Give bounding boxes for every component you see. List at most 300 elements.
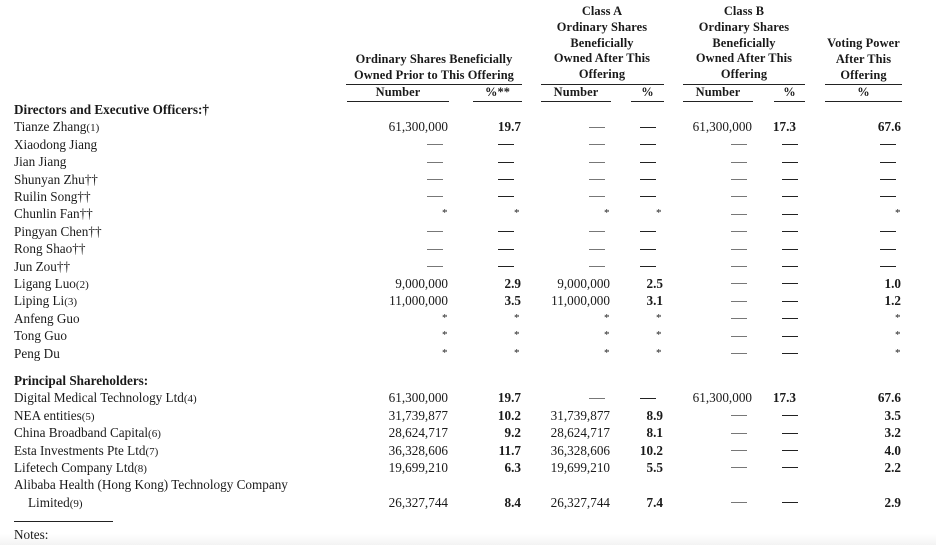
holder-name-text: Lifetech Company Ltd — [14, 460, 135, 475]
footnote-ref: (6) — [148, 428, 161, 441]
prior-pct-cell: 19.7 — [497, 119, 521, 135]
class-a-pct-cell-dash — [640, 389, 656, 406]
class-a-number-cell-dash — [589, 258, 605, 275]
prior-pct-cell: 9.2 — [504, 425, 521, 441]
class-a-pct-cell: 2.5 — [646, 276, 663, 291]
em-dash-icon — [782, 179, 798, 180]
holder-name-text: Esta Investments Pte Ltd — [14, 442, 146, 458]
em-dash-icon — [782, 415, 798, 416]
table-row — [0, 327, 936, 344]
class-a-number-cell-dash — [589, 223, 605, 240]
header-prior-line2: Owned Prior to This Offering — [354, 67, 514, 82]
voting-pct-cell: 2.2 — [884, 460, 901, 475]
footnote-ref: (7) — [145, 445, 159, 458]
em-dash-icon — [640, 162, 656, 163]
table-row — [0, 345, 936, 362]
prior-pct-cell-dash — [498, 223, 514, 240]
em-dash-icon — [427, 144, 443, 145]
class-b-number-cell-dash — [731, 171, 747, 188]
table-row — [0, 240, 936, 257]
page-bottom-shade — [0, 534, 936, 545]
class-a-pct-cell-dash — [640, 240, 656, 257]
class-b-pct-cell-dash — [782, 494, 798, 511]
class-b-pct-cell-dash — [782, 153, 798, 170]
em-dash-icon — [731, 301, 747, 302]
prior-pct-cell-dash — [498, 258, 514, 275]
em-dash-icon — [731, 266, 747, 267]
prior-pct-cell-dash — [498, 240, 514, 257]
em-dash-icon — [498, 249, 514, 250]
prior-number-cell: 31,739,877 — [388, 407, 448, 423]
header-class-a-line1: Class A — [581, 4, 623, 18]
holder-name-text: Ligang Luo — [14, 276, 76, 291]
em-dash-icon — [589, 266, 605, 267]
prior-pct-cell: 3.5 — [504, 293, 521, 309]
header-class-b-line2: Ordinary Shares — [698, 19, 790, 34]
footnote-ref: (8) — [134, 463, 147, 475]
em-dash-icon — [880, 196, 896, 197]
em-dash-icon — [589, 179, 605, 180]
holder-name-text: Peng Du — [14, 345, 60, 361]
table-row — [0, 442, 936, 459]
subheader-class-b-number: Number — [695, 85, 741, 99]
prior-pct-cell-asterisk: * — [514, 346, 520, 359]
em-dash-icon — [640, 127, 656, 128]
section-title: Directors and Executive Officers:† — [14, 102, 209, 117]
holder-name-text: Xiaodong Jiang — [14, 136, 98, 152]
em-dash-icon — [782, 467, 798, 468]
em-dash-icon — [427, 249, 443, 250]
class-b-pct-cell-dash — [782, 240, 798, 257]
em-dash-icon — [498, 266, 514, 267]
prior-number-cell: 36,328,606 — [388, 442, 448, 458]
em-dash-icon — [589, 127, 605, 128]
voting-pct-cell-dash — [880, 171, 896, 188]
class-a-number-cell: 36,328,606 — [550, 442, 610, 458]
class-b-number-cell-dash — [731, 459, 747, 476]
table-row — [0, 459, 936, 476]
em-dash-icon — [731, 214, 747, 215]
table-row — [0, 407, 936, 424]
table-row — [0, 258, 936, 275]
em-dash-icon — [427, 196, 443, 197]
class-a-number-cell-dash — [589, 136, 605, 153]
header-class-a-line5: Offering — [578, 67, 626, 82]
em-dash-icon — [731, 283, 747, 284]
em-dash-icon — [498, 231, 514, 232]
voting-pct-cell-dash — [880, 223, 896, 240]
em-dash-icon — [427, 266, 443, 267]
class-a-number-cell-asterisk: * — [604, 207, 610, 220]
em-dash-icon — [640, 144, 656, 145]
class-a-pct-cell-asterisk: * — [656, 207, 662, 220]
em-dash-icon — [640, 398, 656, 399]
class-b-number-cell-dash — [731, 275, 747, 292]
class-a-number-cell-asterisk: * — [604, 329, 610, 342]
footnote-divider — [14, 521, 113, 522]
class-a-number-cell-dash — [589, 171, 605, 188]
table-row — [0, 136, 936, 153]
class-b-pct-cell-dash — [782, 407, 798, 424]
em-dash-icon — [782, 353, 798, 354]
em-dash-icon — [589, 144, 605, 145]
header-prior-line1: Ordinary Shares Beneficially — [355, 52, 513, 66]
class-a-number-cell-dash — [589, 118, 605, 135]
prior-pct-cell-dash — [498, 171, 514, 188]
prior-number-cell-dash — [427, 188, 443, 205]
subheader-class-b-pct: % — [783, 85, 796, 99]
holder-name — [14, 476, 288, 493]
holder-name-text: NEA entities — [14, 407, 82, 423]
em-dash-icon — [589, 162, 605, 163]
holder-name — [14, 153, 66, 170]
class-b-number-cell-dash — [731, 153, 747, 170]
class-a-number-cell: 9,000,000 — [557, 276, 610, 291]
holder-name-text: Liping Li — [14, 293, 65, 309]
class-a-number-cell: 11,000,000 — [551, 293, 610, 309]
class-b-number-cell: 61,300,000 — [692, 390, 752, 406]
voting-pct-cell: 67.6 — [877, 119, 901, 135]
class-a-pct-cell-dash — [640, 258, 656, 275]
voting-pct-cell-dash — [880, 258, 896, 275]
class-a-number-cell-asterisk: * — [604, 346, 610, 359]
em-dash-icon — [782, 196, 798, 197]
table-row — [0, 389, 936, 406]
class-b-number-cell: 61,300,000 — [692, 119, 752, 135]
class-a-pct-cell: 3.1 — [646, 293, 663, 309]
em-dash-icon — [731, 502, 747, 503]
em-dash-icon — [880, 144, 896, 145]
holder-name-text: Chunlin Fan†† — [14, 206, 93, 222]
class-a-pct-cell: 8.1 — [646, 425, 663, 441]
em-dash-icon — [640, 249, 656, 250]
em-dash-icon — [589, 231, 605, 232]
em-dash-icon — [731, 415, 747, 416]
table-row — [0, 275, 936, 292]
subheader-voting-pct: % — [857, 85, 870, 99]
subheader-prior-number: Number — [375, 85, 421, 99]
table-row — [0, 171, 936, 188]
class-b-number-cell-dash — [731, 407, 747, 424]
em-dash-icon — [640, 179, 656, 180]
table-row — [0, 476, 936, 510]
header-class-b-group — [683, 4, 805, 83]
em-dash-icon — [782, 283, 798, 284]
prior-number-cell: 19,699,210 — [388, 460, 448, 475]
class-a-pct-cell-asterisk: * — [656, 346, 662, 359]
class-b-pct-cell-dash — [782, 136, 798, 153]
holder-name — [14, 345, 60, 362]
class-b-number-cell-dash — [731, 345, 747, 362]
table-row — [0, 424, 936, 441]
header-class-b-line5: Offering — [720, 67, 768, 82]
section-heading — [0, 372, 936, 389]
holder-name-text: China Broadband Capital — [14, 425, 149, 441]
prior-number-cell-asterisk: * — [442, 329, 448, 342]
table-row — [0, 188, 936, 205]
class-a-pct-cell: 5.5 — [646, 460, 663, 475]
holder-name-text: Tianze Zhang — [14, 119, 87, 135]
prior-number-cell: 28,624,717 — [388, 425, 448, 441]
class-a-number-cell-dash — [589, 188, 605, 205]
voting-pct-cell: 4.0 — [884, 442, 901, 458]
voting-pct-cell-dash — [880, 188, 896, 205]
class-b-number-cell-dash — [731, 223, 747, 240]
prior-number-cell-asterisk: * — [442, 207, 448, 220]
class-b-pct-cell-dash — [782, 275, 798, 292]
class-b-number-cell-dash — [731, 494, 747, 511]
class-b-number-cell-dash — [731, 240, 747, 257]
class-b-number-cell-dash — [731, 258, 747, 275]
class-a-number-cell-dash — [589, 389, 605, 406]
class-a-pct-cell-dash — [640, 171, 656, 188]
em-dash-icon — [427, 231, 443, 232]
class-b-pct-cell-dash — [782, 205, 798, 222]
em-dash-icon — [731, 196, 747, 197]
prior-number-cell-asterisk: * — [442, 346, 448, 359]
header-class-b-line1: Class B — [723, 4, 765, 18]
voting-pct-cell: 1.0 — [884, 276, 901, 291]
class-b-number-cell-dash — [731, 136, 747, 153]
class-b-pct-cell-dash — [782, 292, 798, 309]
voting-pct-cell-dash — [880, 240, 896, 257]
holder-name-text: Digital Medical Technology Ltd — [14, 390, 184, 406]
em-dash-icon — [498, 179, 514, 180]
prior-number-cell-dash — [427, 153, 443, 170]
holder-name — [14, 188, 91, 205]
class-b-pct-cell-dash — [782, 345, 798, 362]
em-dash-icon — [782, 231, 798, 232]
em-dash-icon — [589, 398, 605, 399]
em-dash-icon — [640, 266, 656, 267]
class-a-pct-cell-dash — [640, 136, 656, 153]
em-dash-icon — [498, 196, 514, 197]
table-row — [0, 223, 936, 240]
em-dash-icon — [731, 318, 747, 319]
em-dash-icon — [782, 214, 798, 215]
notes-label: Notes: — [14, 527, 49, 542]
voting-pct-cell-dash — [880, 153, 896, 170]
em-dash-icon — [589, 196, 605, 197]
em-dash-icon — [731, 179, 747, 180]
class-b-pct-cell: 17.3 — [772, 390, 796, 406]
header-voting-line1: Voting Power — [827, 36, 900, 50]
em-dash-icon — [782, 266, 798, 267]
em-dash-icon — [782, 301, 798, 302]
em-dash-icon — [640, 196, 656, 197]
prior-number-cell: 61,300,000 — [388, 119, 448, 135]
class-a-number-cell-dash — [589, 240, 605, 257]
class-a-number-cell-asterisk: * — [604, 311, 610, 324]
class-a-number-cell: 26,327,744 — [550, 494, 610, 510]
header-class-a-line4: Owned After This — [553, 51, 651, 66]
prior-pct-cell-dash — [498, 188, 514, 205]
voting-pct-cell-asterisk: * — [895, 346, 901, 359]
header-class-a-line2: Ordinary Shares — [556, 19, 648, 34]
holder-name-text: Anfeng Guo — [14, 310, 80, 326]
header-class-b-line3: Beneficially — [712, 35, 776, 50]
prior-pct-cell: 10.2 — [497, 407, 521, 423]
class-b-pct-cell-dash — [782, 327, 798, 344]
em-dash-icon — [589, 249, 605, 250]
prior-number-cell-dash — [427, 223, 443, 240]
prior-pct-cell-asterisk: * — [514, 311, 520, 324]
holder-name-text: Jun Zou†† — [14, 258, 71, 274]
voting-pct-cell: 67.6 — [877, 390, 901, 406]
prior-number-cell: 11,000,000 — [389, 293, 448, 309]
holder-name — [14, 240, 85, 257]
class-b-pct-cell-dash — [782, 442, 798, 459]
footnote-ref: (9) — [69, 497, 83, 510]
prior-number-cell-dash — [427, 240, 443, 257]
header-class-a-line3: Beneficially — [570, 35, 634, 50]
header-class-a-group — [540, 4, 664, 83]
class-a-number-cell: 31,739,877 — [550, 407, 610, 423]
class-a-pct-cell: 8.9 — [646, 407, 663, 423]
prior-pct-cell: 2.9 — [504, 276, 521, 291]
class-a-pct-cell-dash — [640, 153, 656, 170]
table-row — [0, 153, 936, 170]
class-b-pct-cell-dash — [782, 424, 798, 441]
em-dash-icon — [731, 433, 747, 434]
voting-pct-cell-asterisk: * — [895, 329, 901, 342]
em-dash-icon — [782, 502, 798, 503]
em-dash-icon — [731, 231, 747, 232]
holder-name — [14, 171, 98, 188]
prior-number-cell-asterisk: * — [442, 311, 448, 324]
em-dash-icon — [880, 231, 896, 232]
holder-name-text: Shunyan Zhu†† — [14, 171, 98, 187]
table-row — [0, 205, 936, 222]
prior-number-cell: 26,327,744 — [388, 494, 448, 510]
em-dash-icon — [880, 249, 896, 250]
voting-pct-cell: 1.2 — [884, 293, 901, 309]
holder-name — [14, 310, 80, 327]
class-b-pct-cell-dash — [782, 171, 798, 188]
em-dash-icon — [782, 249, 798, 250]
class-a-pct-cell: 10.2 — [639, 442, 663, 458]
prior-number-cell: 61,300,000 — [388, 390, 448, 406]
holder-name-line2: Limited — [28, 494, 70, 510]
class-b-number-cell-dash — [731, 205, 747, 222]
prior-number-cell: 9,000,000 — [395, 276, 448, 291]
subheader-class-a-number: Number — [553, 85, 599, 99]
class-b-number-cell-dash — [731, 188, 747, 205]
em-dash-icon — [427, 162, 443, 163]
holder-name-continued — [28, 494, 83, 513]
class-a-pct-cell-asterisk: * — [656, 329, 662, 342]
prior-pct-cell: 11.7 — [498, 442, 521, 458]
header-prior-group — [346, 52, 522, 84]
subheader-class-a-pct: % — [641, 85, 654, 99]
em-dash-icon — [427, 179, 443, 180]
prior-pct-cell-asterisk: * — [514, 329, 520, 342]
footnote-ref: (5) — [81, 410, 95, 423]
section-heading — [0, 101, 936, 118]
holder-name-text: Rong Shao†† — [14, 241, 86, 257]
em-dash-icon — [880, 179, 896, 180]
voting-pct-cell: 3.5 — [884, 407, 901, 423]
class-a-pct-cell-dash — [640, 223, 656, 240]
class-b-number-cell-dash — [731, 442, 747, 459]
table-row — [0, 292, 936, 309]
class-a-number-cell: 28,624,717 — [550, 425, 610, 441]
holder-name — [14, 205, 93, 222]
class-b-pct-cell-dash — [782, 223, 798, 240]
voting-pct-cell-dash — [880, 136, 896, 153]
holder-name — [14, 223, 102, 240]
em-dash-icon — [782, 318, 798, 319]
em-dash-icon — [731, 144, 747, 145]
prior-pct-cell-asterisk: * — [514, 207, 520, 220]
voting-pct-cell-asterisk: * — [895, 311, 901, 324]
prior-pct-cell: 19.7 — [497, 390, 521, 406]
section-title: Principal Shareholders: — [14, 373, 149, 388]
prior-number-cell-dash — [427, 171, 443, 188]
footnote-ref: (3) — [64, 296, 78, 309]
voting-pct-cell: 2.9 — [884, 494, 901, 510]
em-dash-icon — [880, 266, 896, 267]
holder-name — [14, 258, 70, 275]
class-a-number-cell-dash — [589, 153, 605, 170]
em-dash-icon — [782, 336, 798, 337]
class-b-pct-cell: 17.3 — [772, 119, 796, 135]
footnote-ref: (2) — [75, 279, 89, 291]
class-b-number-cell-dash — [731, 292, 747, 309]
prior-pct-cell-dash — [498, 153, 514, 170]
header-voting-line3: Offering — [840, 67, 887, 82]
class-a-number-cell: 19,699,210 — [550, 460, 610, 475]
class-b-pct-cell-dash — [782, 310, 798, 327]
prior-number-cell-dash — [427, 136, 443, 153]
class-a-pct-cell-dash — [640, 118, 656, 135]
em-dash-icon — [498, 144, 514, 145]
prior-pct-cell-dash — [498, 136, 514, 153]
header-voting-group — [825, 36, 902, 83]
em-dash-icon — [782, 433, 798, 434]
footnote-ref: (4) — [183, 393, 197, 406]
prior-pct-cell: 6.3 — [504, 460, 521, 475]
em-dash-icon — [782, 450, 798, 451]
holder-name-text: Tong Guo — [14, 328, 67, 344]
em-dash-icon — [731, 450, 747, 451]
subheader-prior-pct: %** — [484, 85, 511, 99]
table-row — [0, 310, 936, 327]
em-dash-icon — [731, 336, 747, 337]
class-b-pct-cell-dash — [782, 459, 798, 476]
prior-number-cell-dash — [427, 258, 443, 275]
class-a-pct-cell-dash — [640, 188, 656, 205]
class-b-pct-cell-dash — [782, 258, 798, 275]
em-dash-icon — [782, 144, 798, 145]
holder-name — [14, 327, 67, 344]
header-voting-line2: After This — [835, 51, 892, 66]
em-dash-icon — [731, 162, 747, 163]
em-dash-icon — [498, 162, 514, 163]
em-dash-icon — [640, 231, 656, 232]
footnote-ref: (1) — [86, 122, 100, 135]
class-b-pct-cell-dash — [782, 188, 798, 205]
table-row — [0, 118, 936, 135]
header-class-b-line4: Owned After This — [695, 51, 793, 66]
em-dash-icon — [731, 249, 747, 250]
class-a-pct-cell: 7.4 — [646, 494, 663, 510]
voting-pct-cell-asterisk: * — [895, 207, 901, 220]
holder-name-text: Ruilin Song†† — [14, 189, 91, 204]
class-b-number-cell-dash — [731, 424, 747, 441]
holder-name-text: Pingyan Chen†† — [14, 223, 102, 239]
em-dash-icon — [880, 162, 896, 163]
